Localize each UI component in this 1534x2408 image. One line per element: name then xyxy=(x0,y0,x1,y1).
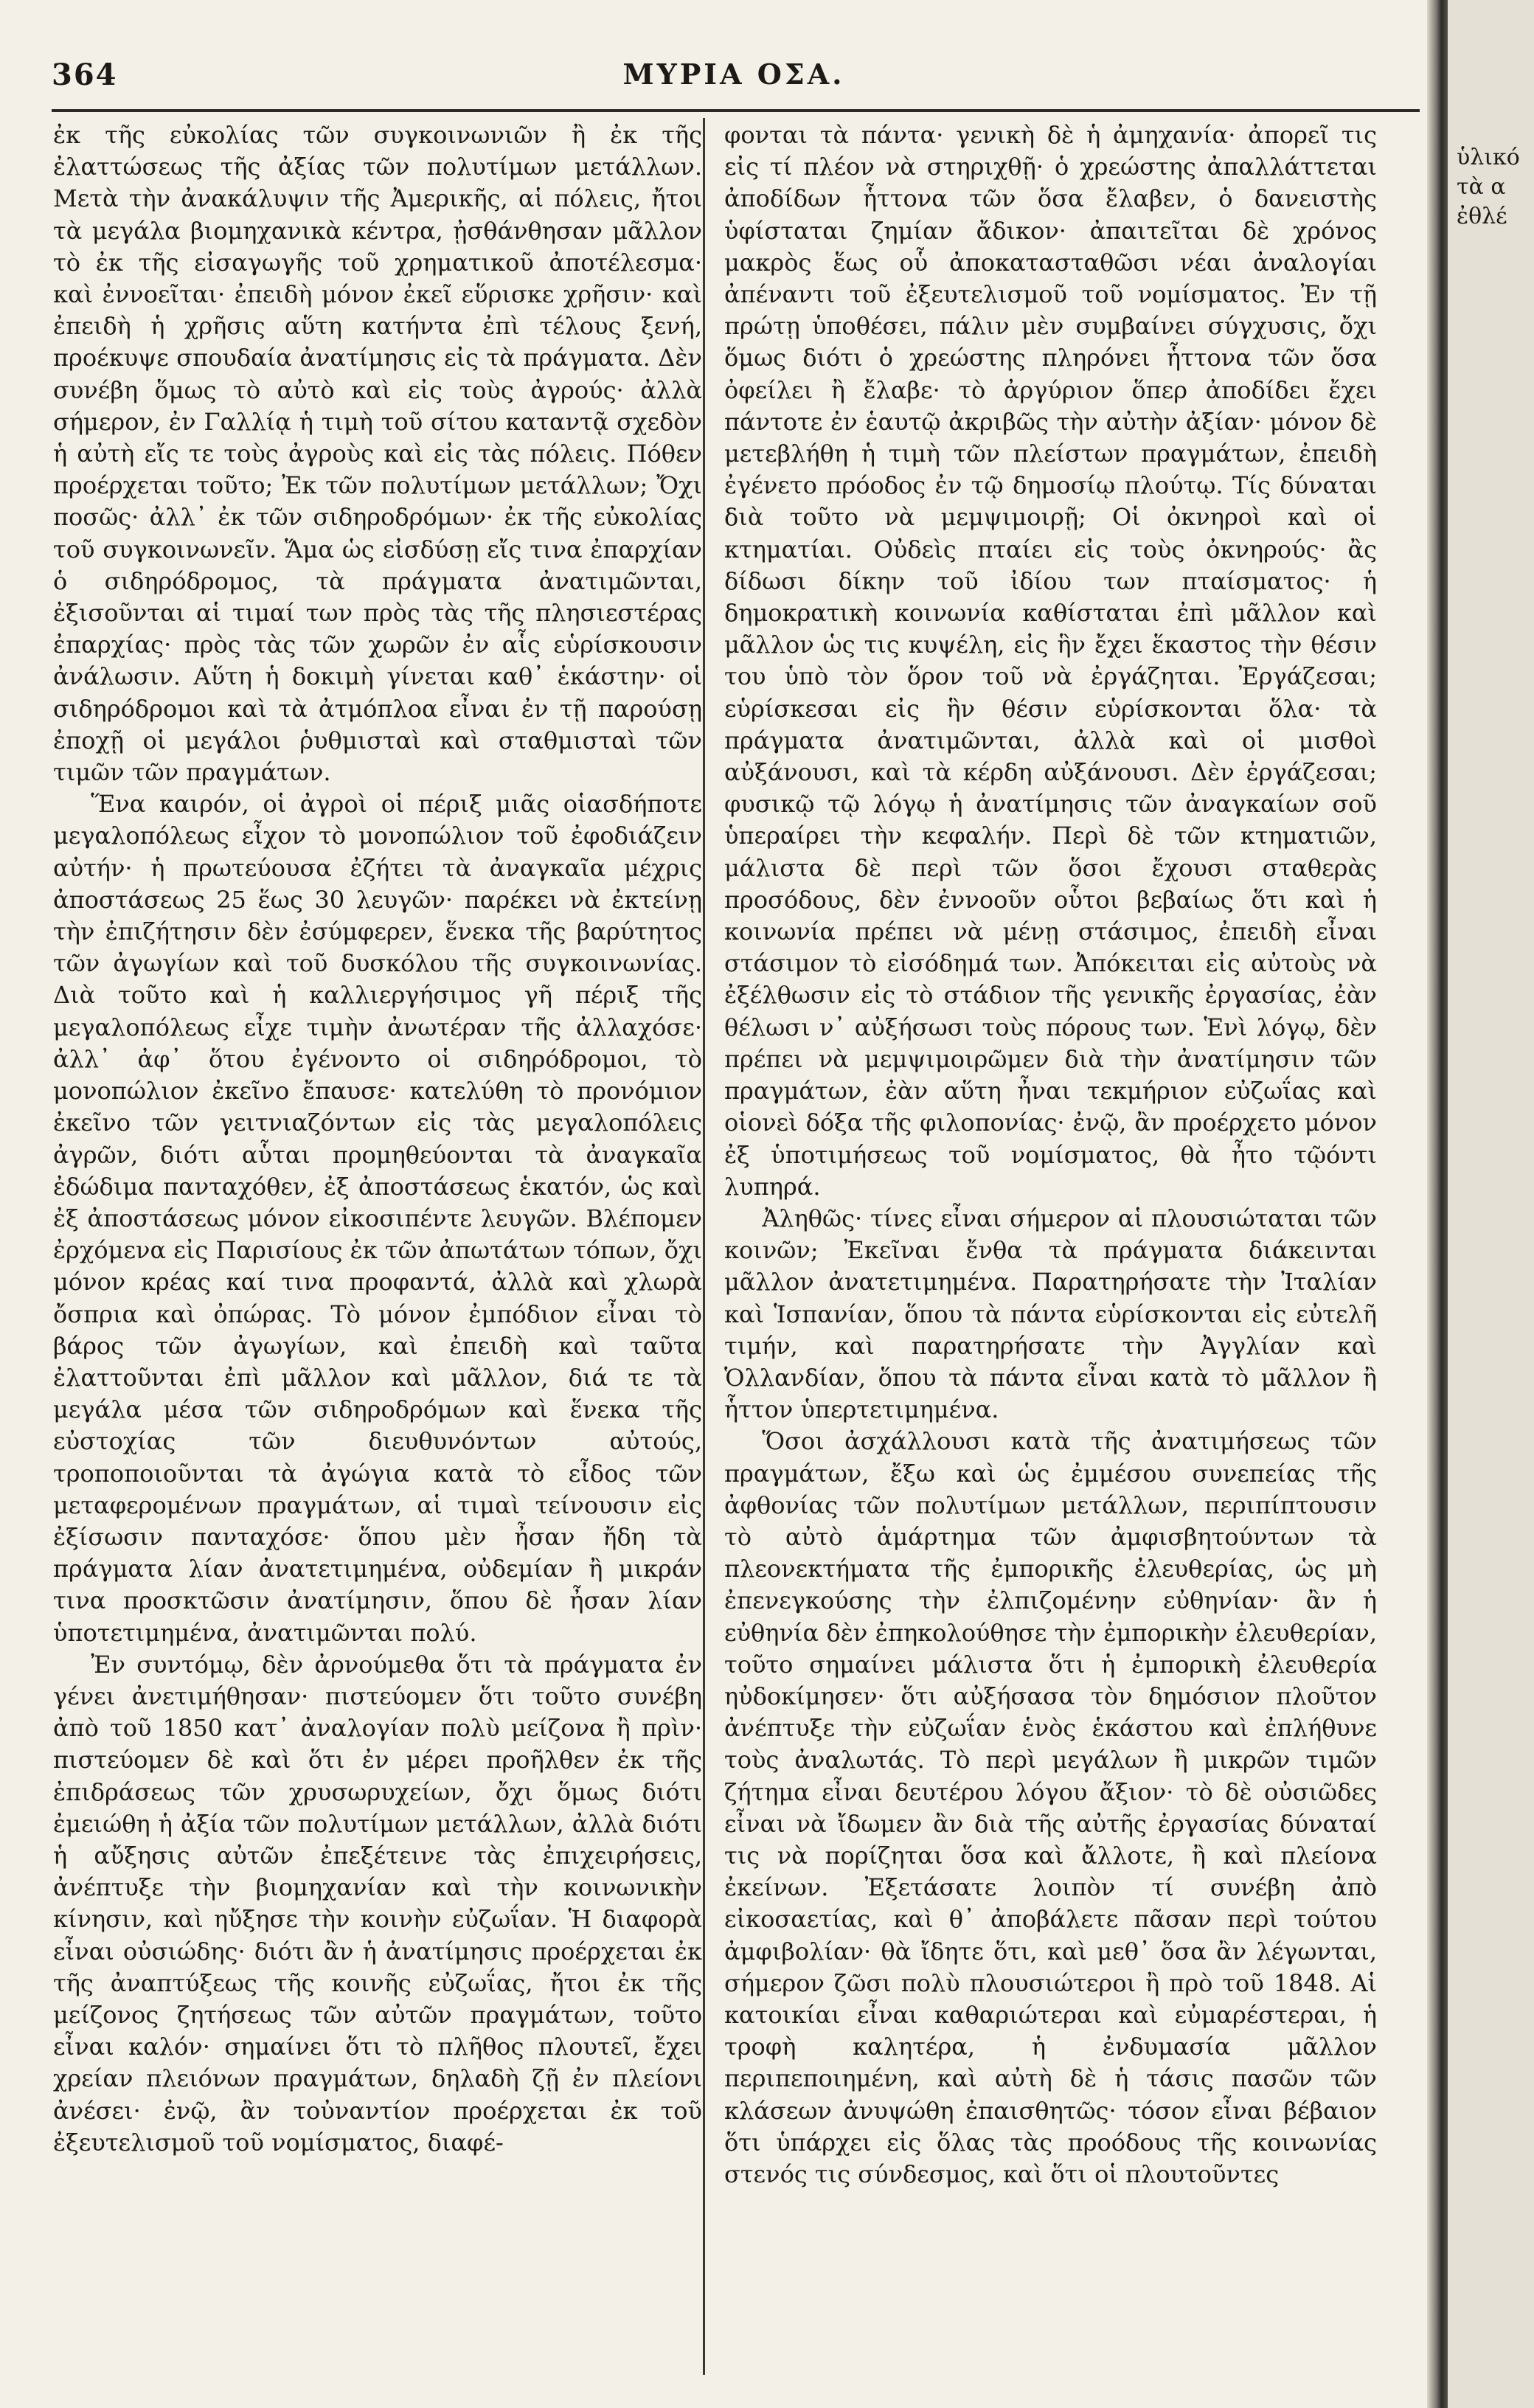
adjacent-page-text: τὰ α xyxy=(1457,174,1506,200)
adjacent-page-text: ἐθλέ xyxy=(1457,204,1507,229)
paragraph: Ἕνα καιρόν, οἱ ἀγροὶ οἱ πέριξ μιᾶς οἱασδήποτε μεγαλοπόλεως εἶχον τὸ μονοπώλιον τοῦ ἐφοδιάζειν αὐτήν· ἡ πρωτεύουσα ἐζήτει τὰ ἀναγκαῖα μέχρις ἀποστάσεως 25 ἕως 30 λευγῶν· παρέκει νὰ ἐκτείνῃ τὴν ἐπιζήτησιν δὲν ἐσύμφερεν, ἕνεκα τῆς βαρύτητος τῶν ἀγωγίων καὶ τοῦ δυσκόλου τῆς συγκοινωνίας. Διὰ τοῦτο καὶ ἡ καλλιεργήσιμος γῆ πέριξ τῆς μεγαλοπόλεως εἶχε τιμὴν ἀνωτέραν τῆς ἀλλαχόσε· ἀλλ᾿ ἀφ᾿ ὅτου ἐγένοντο οἱ σιδηρόδρομοι, τὸ μονοπώλιον ἐκεῖνο ἔπαυσε· κατελύθη τὸ προνόμιον ἐκεῖνο τῶν γειτνιαζόντων εἰς τὰς μεγαλοπόλεις ἀγρῶν, διότι αὗται προμηθεύονται τὰ ἀναγκαῖα ἐδώδιμα πανταχόθεν, ἐξ ἀποστάσεως ἑκατόν, ὡς καὶ ἐξ ἀποστάσεως μόνον εἰκοσιπέντε λευγῶν. Βλέπομεν ἐρχόμενα εἰς Παρισίους ἐκ τῶν ἀπωτάτων τόπων, ὄχι μόνον κρέας καί τινα προφαντά, ἀλλὰ καὶ χλωρὰ ὄσπρια καὶ ὀπώρας. Τὸ μόνον ἐμπόδιον εἶναι τὸ βάρος τῶν ἀγωγίων, καὶ ἐπειδὴ καὶ ταῦτα ἐλαττοῦνται ἐπὶ μᾶλλον καὶ μᾶλλον, διά τε τὰ μεγάλα μέσα τῶν σιδηροδρόμων καὶ ἕνεκα τῆς εὐστοχίας τῶν διευθυνόντων αὐτούς, τροποποιοῦνται τὰ ἀγώγια κατὰ τὸ εἶδος τῶν μεταφερομένων πραγμάτων, αἱ τιμαὶ τείνουσιν εἰς ἐξίσωσιν πανταχόσε· ὅπου μὲν ἦσαν ἤδη τὰ πράγματα λίαν ἀνατετιμημένα, οὐδεμίαν ἢ μικράν τινα προσκτῶσιν ἀνατίμησιν, ὅπου δὲ ἦσαν λίαν ὑποτετιμημένα, ἀνατιμῶνται πολύ. xyxy=(53,790,702,1647)
left-column xyxy=(53,119,702,2159)
adjacent-page-edge xyxy=(1448,0,1534,2408)
paragraph: ἐκ τῆς εὐκολίας τῶν συγκοινωνιῶν ἢ ἐκ τῆς ἐλαττώσεως τῆς ἀξίας τῶν πολυτίμων μετάλλων. Μετὰ τὴν ἀνακάλυψιν τῆς Ἀμερικῆς, αἱ πόλεις, ἤτοι τὰ μεγάλα βιομηχανικὰ κέντρα, ᾐσθάνθησαν μᾶλλον τὸ ἐκ τῆς εἰσαγωγῆς τοῦ χρηματικοῦ ἀποτέλεσμα· καὶ ἐννοεῖται· ἐπειδὴ μόνον ἐκεῖ εὕρισκε χρῆσιν· καὶ ἐπειδὴ ἡ χρῆσις αὕτη κατήντα ἐπὶ τέλους ξενή, προέκυψε σπουδαία ἀνατίμησις εἰς τὰ πράγματα. Δὲν συνέβη ὅμως τὸ αὐτὸ καὶ εἰς τοὺς ἀγρούς· ἀλλὰ σήμερον, ἐν Γαλλίᾳ ἡ τιμὴ τοῦ σίτου καταντᾷ σχεδὸν ἡ αὐτὴ εἴς τε τοὺς ἀγροὺς καὶ εἰς τὰς πόλεις. Πόθεν προέρχεται τοῦτο; Ἐκ τῶν πολυτίμων μετάλλων; Ὄχι ποσῶς· ἀλλ᾿ ἐκ τῶν σιδηροδρόμων· ἐκ τῆς εὐκολίας τοῦ συγκοινωνεῖν. Ἅμα ὡς εἰσδύσῃ εἴς τινα ἐπαρχίαν ὁ σιδηρόδρομος, τὰ πράγματα ἀνατιμῶνται, ἐξισοῦνται αἱ τιμαί των πρὸς τὰς τῆς πλησιεστέρας ἐπαρχίας· πρὸς τὰς τῶν χωρῶν ἐν αἷς εὑρίσκουσιν ἀνάλωσιν. Αὕτη ἡ δοκιμὴ γίνεται καθ᾿ ἑκάστην· οἱ σιδηρόδρομοι καὶ τὰ ἀτμόπλοα εἶναι ἐν τῇ παρούσῃ ἐποχῇ οἱ μεγάλοι ῥυθμισταὶ καὶ σταθμισταὶ τῶν τιμῶν τῶν πραγμάτων. xyxy=(53,121,702,787)
adjacent-page-text: ὑλικό xyxy=(1457,145,1520,170)
paragraph: Ἐν συντόμῳ, δὲν ἀρνούμεθα ὅτι τὰ πράγματα ἐν γένει ἀνετιμήθησαν· πιστεύομεν ὅτι τοῦτο συνέβη ἀπὸ τοῦ 1850 κατ᾿ ἀναλογίαν πολὺ μείζονα ἢ πρὶν· πιστεύομεν δὲ καὶ ὅτι ἐν μέρει προῆλθεν ἐκ τῆς ἐπιδράσεως τῶν χρυσωρυχείων, ὄχι ὅμως διότι ἐμειώθη ἡ ἀξία τῶν πολυτίμων μετάλλων, ἀλλὰ διότι ἡ αὔξησις αὐτῶν ἐπεξέτεινε τὰς ἐπιχειρήσεις, ἀνέπτυξε τὴν βιομηχανίαν καὶ τὴν κοινωνικὴν κίνησιν, καὶ ηὔξησε τὴν κοινὴν εὐζωΐαν. Ἡ διαφορὰ εἶναι οὐσιώδης· διότι ἂν ἡ ἀνατίμησις προέρχεται ἐκ τῆς ἀναπτύξεως τῆς κοινῆς εὐζωΐας, ἤτοι ἐκ τῆς μείζονος ζητήσεως τῶν αὐτῶν πραγμάτων, τοῦτο εἶναι καλόν· σημαίνει ὅτι τὸ πλῆθος πλουτεῖ, ἔχει χρείαν πλειόνων πραγμάτων, δηλαδὴ ζῇ ἐν πλείονι ἀνέσει· ἐνῷ, ἂν τοὐναντίον προέρχεται ἐκ τοῦ ἐξευτελισμοῦ τοῦ νομίσματος, διαφέ- xyxy=(53,1650,702,2157)
paragraph: φονται τὰ πάντα· γενικὴ δὲ ἡ ἀμηχανία· ἀπορεῖ τις εἰς τί πλέον νὰ στηριχθῇ· ὁ χρεώστης ἀπαλλάττεται ἀποδίδων ἧττονα τῶν ὅσα ἔλαβεν, ὁ δανειστὴς ὑφίσταται ζημίαν ἄδικον· ἀπαιτεῖται δὲ χρόνος μακρὸς ἕως οὗ ἀποκατασταθῶσι νέαι ἀναλογίαι ἀπέναντι τοῦ ἐξευτελισμοῦ τοῦ νομίσματος. Ἐν τῇ πρώτῃ ὑποθέσει, πάλιν μὲν συμβαίνει σύγχυσις, ὄχι ὅμως διότι ὁ χρεώστης πληρόνει ἧττονα τῶν ὅσα ὀφείλει ἢ ἔλαβε· τὸ ἀργύριον ὅπερ ἀποδίδει ἔχει πάντοτε ἐν ἑαυτῷ ἀκριβῶς τὴν αὐτὴν ἀξίαν· μόνον δὲ μετεβλήθη ἡ τιμὴ τῶν πλείστων πραγμάτων, ἐπειδὴ ἐγένετο πρόοδος ἐν τῷ δημοσίῳ πλούτῳ. Τίς δύναται διὰ τοῦτο νὰ μεμψιμοιρῇ; Οἱ ὀκνηροὶ καὶ οἱ κτηματίαι. Οὐδεὶς πταίει εἰς τοὺς ὀκνηρούς· ἂς δίδωσι δίκην τοῦ ἰδίου των πταίσματος· ἡ δημοκρατικὴ κοινωνία καθίσταται ἐπὶ μᾶλλον καὶ μᾶλλον ὡς τις κυψέλη, εἰς ἣν ἔχει ἕκαστος τὴν θέσιν του ὑπὸ τὸν ὅρον τοῦ νὰ ἐργάζηται. Ἐργάζεσαι; εὑρίσκεσαι εἰς ἣν θέσιν εὑρίσκονται ὅλα· τὰ πράγματα ἀνατιμῶνται, ἀλλὰ καὶ οἱ μισθοὶ αὐξάνουσι, καὶ τὰ κέρδη αὐξάνουσι. Δὲν ἐργάζεσαι; φυσικῷ τῷ λόγῳ ἡ ἀνατίμησις τῶν ἀναγκαίων σοῦ ὑπεραίρει τὴν κεφαλήν. Περὶ δὲ τῶν κτηματιῶν, μάλιστα δὲ περὶ τῶν ὅσοι ἔχουσι σταθερὰς προσόδους, δὲν ἐννοοῦν οὗτοι βεβαίως ὅτι καὶ ἡ κοινωνία πρέπει νὰ μένῃ στάσιμος, ἐπειδὴ εἶναι στάσιμον τὸ εἰσόδημά των. Ἀπόκειται εἰς αὐτοὺς νὰ ἐξέλθωσιν εἰς τὸ στάδιον τῆς γενικῆς ἐργασίας, ἐὰν θέλωσι ν᾿ αὐξήσωσι τοὺς πόρους των. Ἑνὶ λόγῳ, δὲν πρέπει νὰ μεμψιμοιρῶμεν διὰ τὴν ἀνατίμησιν τῶν πραγμάτων, ἐὰν αὕτη ἦναι τεκμήριον εὐζωΐας καὶ οἱονεὶ δόξα τῆς φιλοπονίας· ἐνῷ, ἂν προέρχετο μόνον ἐξ ὑποτιμήσεως τοῦ νομίσματος, θὰ ἦτο τῷόντι λυπηρά. xyxy=(724,121,1377,1201)
book-gutter-shadow xyxy=(1427,0,1448,2408)
header-rule xyxy=(52,109,1420,112)
page-number: 364 xyxy=(52,58,118,92)
page-title: ΜΥΡΙΑ ΟΣΑ. xyxy=(622,58,845,91)
running-head xyxy=(52,58,1416,109)
paragraph: Ὅσοι ἀσχάλλουσι κατὰ τῆς ἀνατιμήσεως τῶν πραγμάτων, ἔξω καὶ ὡς ἐμμέσου συνεπείας τῆς ἀφθονίας τῶν πολυτίμων μετάλλων, περιπίπτουσιν τὸ αὐτὸ ἁμάρτημα τῶν ἀμφισβητούντων τὰ πλεονεκτήματα τῆς ἐμπορικῆς ἐλευθερίας, ὡς μὴ ἐπενεγκούσης τὴν ἐλπιζομένην εὐθηνίαν· ἂν ἡ εὐθηνία δὲν ἐπηκολούθησε τὴν ἐμπορικὴν ἐλευθερίαν, τοῦτο σημαίνει μάλιστα ὅτι ἡ ἐμπορικὴ ἐλευθερία ηὐδοκίμησεν· ὅτι αὐξήσασα τὸν δημόσιον πλοῦτον ἀνέπτυξε τὴν εὐζωΐαν ἑνὸς ἑκάστου καὶ ἐπλήθυνε τοὺς ἀναλωτάς. Τὸ περὶ μεγάλων ἢ μικρῶν τιμῶν ζήτημα εἶναι δευτέρου λόγου ἄξιον· τὸ δὲ οὐσιῶδες εἶναι νὰ ἴδωμεν ἂν διὰ τῆς αὐτῆς ἐργασίας δύναταί τις νὰ πορίζηται ὅσα καὶ ἄλλοτε, ἢ καὶ πλείονα ἐκείνων. Ἐξετάσατε λοιπὸν τί συνέβη ἀπὸ εἰκοσαετίας, καὶ θ᾿ ἀποβάλετε πᾶσαν περὶ τούτου ἀμφιβολίαν· θὰ ἴδητε ὅτι, καὶ μεθ᾿ ὅσα ἂν λέγωνται, σήμερον ζῶσι πολὺ πλουσιώτεροι ἢ πρὸ τοῦ 1848. Αἱ κατοικίαι εἶναι καθαριώτεραι καὶ εὐμαρέστεραι, ἡ τροφὴ καλητέρα, ἡ ἐνδυμασία μᾶλλον περιπεποιημένη, καὶ αὐτὴ δὲ ἡ τάσις πασῶν τῶν κλάσεων ἀνυψώθη ἐπαισθητῶς· τόσον εἶναι βέβαιον ὅτι ὑπάρχει εἰς ὅλας τὰς προόδους τῆς κοινωνίας στενός τις σύνδεσμος, καὶ ὅτι οἱ πλουτοῦντες xyxy=(724,1427,1377,2188)
column-divider xyxy=(703,118,705,2375)
right-column xyxy=(724,119,1377,2190)
paragraph: Ἀληθῶς· τίνες εἶναι σήμερον αἱ πλουσιώταται τῶν κοινῶν; Ἐκεῖναι ἔνθα τὰ πράγματα διάκεινται μᾶλλον ἀνατετιμημένα. Παρατηρήσατε τὴν Ἰταλίαν καὶ Ἱσπανίαν, ὅπου τὰ πάντα εὑρίσκονται εἰς εὐτελῆ τιμήν, καὶ παρατηρήσατε τὴν Ἀγγλίαν καὶ Ὁλλανδίαν, ὅπου τὰ πάντα εἶναι κατὰ τὸ μᾶλλον ἢ ἧττον ὑπερτετιμημένα. xyxy=(724,1204,1377,1424)
